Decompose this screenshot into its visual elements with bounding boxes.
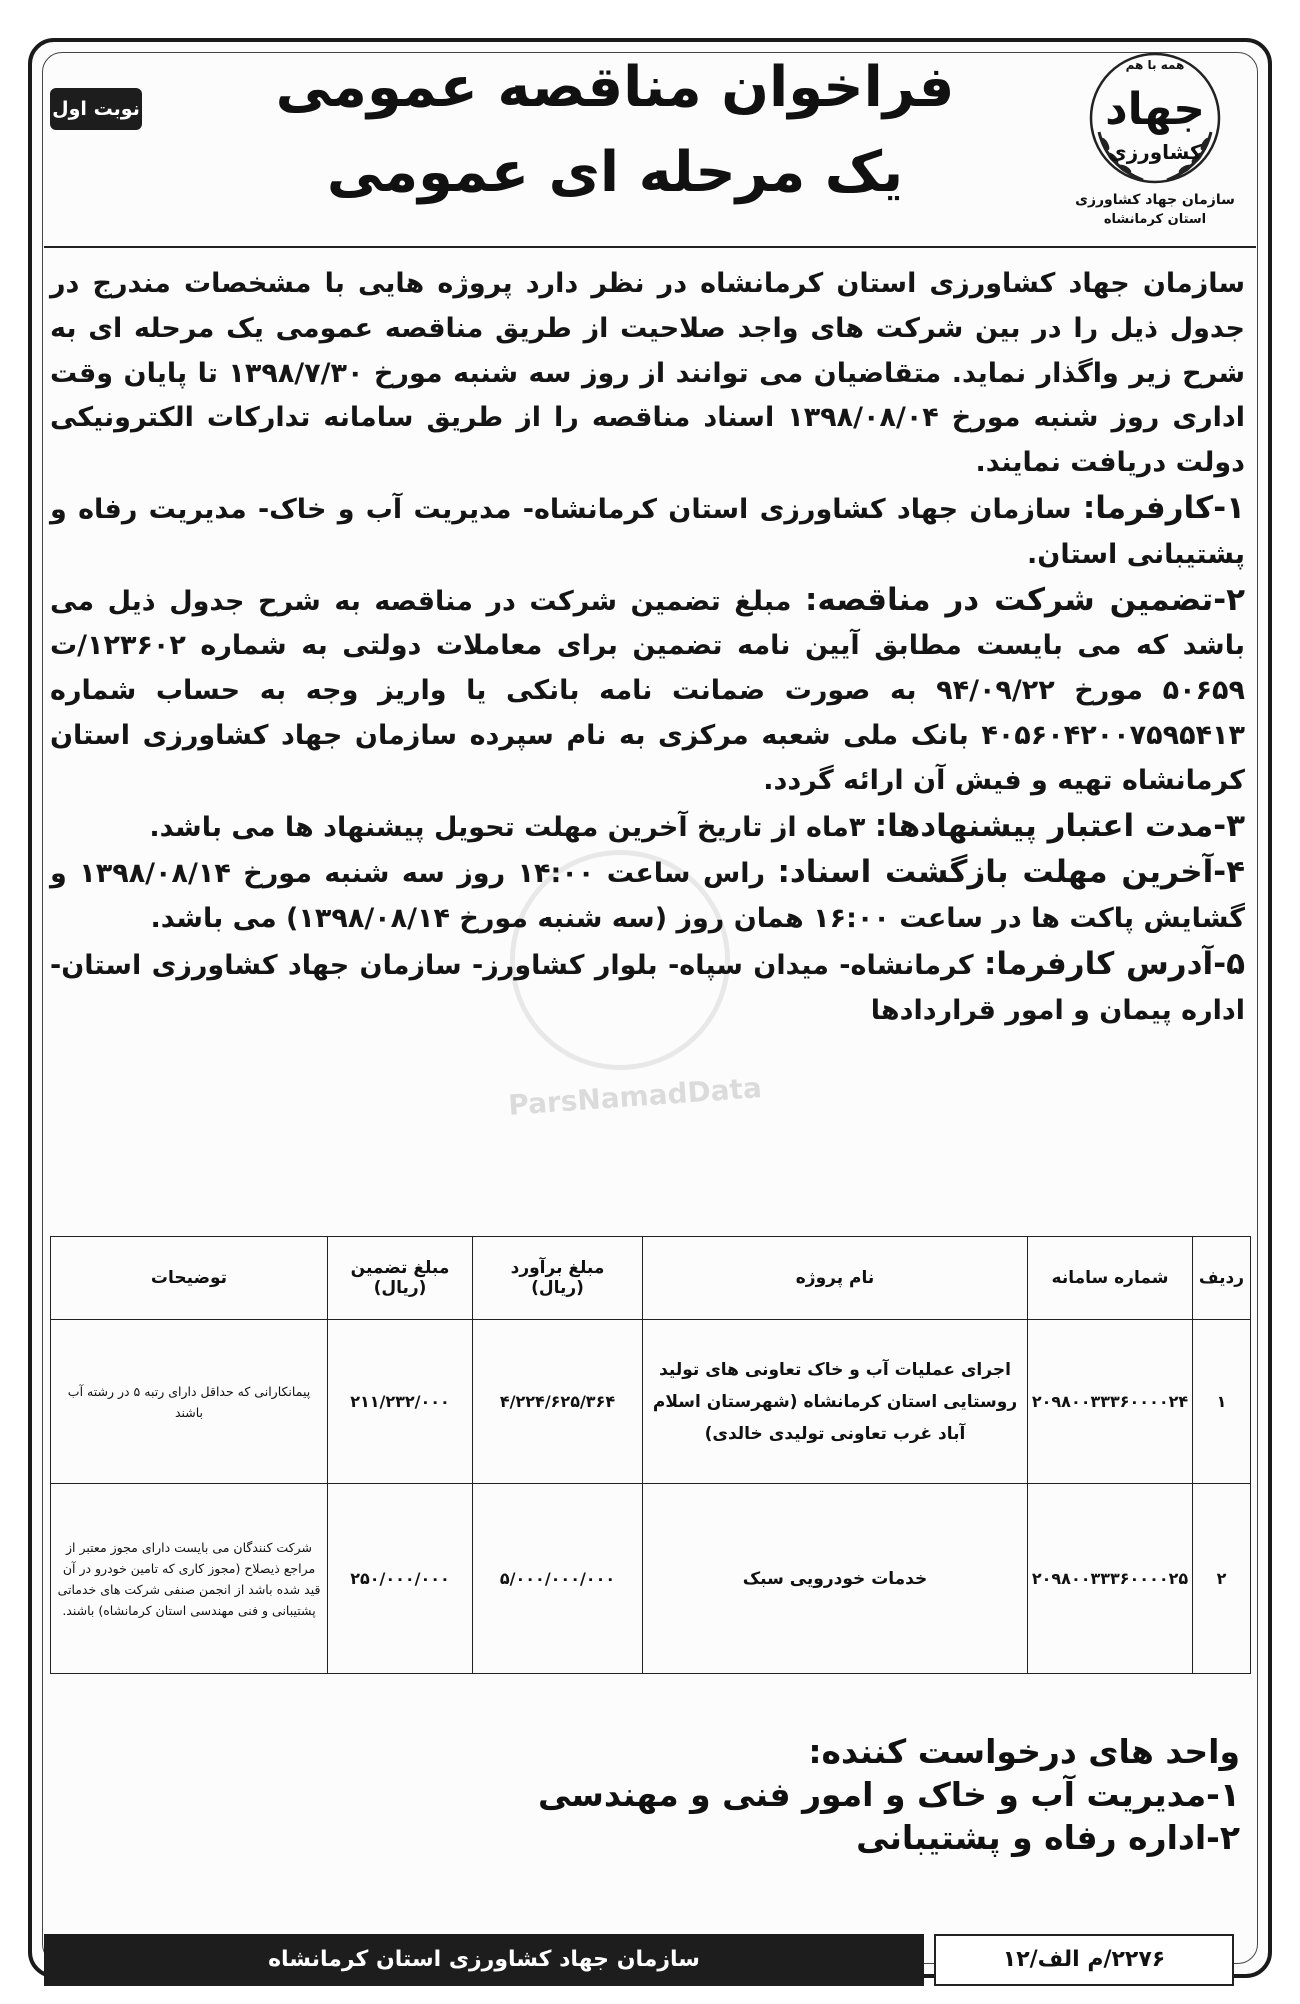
footer-organization: سازمان جهاد کشاورزی استان کرمانشاه [44, 1934, 924, 1986]
cell-system-number: ۲۰۹۸۰۰۳۳۳۶۰۰۰۰۲۵ [1028, 1484, 1193, 1674]
col-guarantee-label: مبلغ تضمین [350, 1258, 450, 1278]
projects-table [50, 1236, 1251, 1674]
section-label: ۴-آخرین مهلت بازگشت اسناد: [777, 854, 1245, 891]
unit-item: ۱-مدیریت آب و خاک و امور فنی و مهندسی [538, 1775, 1240, 1814]
first-round-badge: نوبت اول [50, 88, 142, 130]
section-guarantee [50, 578, 1245, 804]
section-text: سازمان جهاد کشاورزی استان کرمانشاه- مدیریت آب و خاک- مدیریت رفاه و پشتیبانی استان. [50, 493, 1245, 570]
logo-province: استان کرمانشاه [1103, 212, 1207, 227]
cell-project-name: اجرای عملیات آب و خاک تعاونی های تولید روستایی استان کرمانشاه (شهرستان اسلام آباد غرب تعاونی تولیدی خالدی) [643, 1320, 1028, 1484]
col-project-name: نام پروژه [643, 1237, 1028, 1320]
requesting-units [60, 1730, 1240, 1859]
section-deadline [50, 850, 1245, 942]
cell-system-number: ۲۰۹۸۰۰۳۳۳۶۰۰۰۰۲۴ [1028, 1320, 1193, 1484]
cell-row: ۱ [1193, 1320, 1251, 1484]
notice-title: فراخوان مناقصه عمومی [275, 55, 955, 120]
footer-code: ۲۲۷۶/م الف/۱۲ [934, 1934, 1234, 1986]
cell-estimate: ۵/۰۰۰/۰۰۰/۰۰۰ [473, 1484, 643, 1674]
logo-word-jahad: جهاد [1105, 84, 1205, 135]
notice-subtitle: یک مرحله ای عمومی [326, 140, 904, 205]
logo-word-keshavarzi: کشاورزی [1108, 140, 1202, 164]
col-estimate-unit: (ریال) [531, 1278, 584, 1298]
table-header-row [51, 1237, 1251, 1320]
section-validity [50, 804, 1245, 851]
section-address [50, 942, 1245, 1034]
col-estimate-label: مبلغ برآورد [510, 1258, 605, 1278]
table-row [51, 1320, 1251, 1484]
cell-notes: پیمانکارانی که حداقل دارای رتبه ۵ در رشته آب باشند [51, 1320, 328, 1484]
watermark-text: ParsNamadData [507, 1071, 763, 1122]
section-text: مبلغ تضمین شرکت در مناقصه به شرح جدول ذیل می باشد که می بایست مطابق آیین نامه تضمین برای معاملات دولتی به شماره ۱۲۳۶۰۲/ت ۵۰۶۵۹ مورخ ۹۴/۰۹/۲۲ به صورت ضمانت نامه بانکی یا واریز وجه به حساب شماره ۴۰۵۶۰۴۲۰۰۷۵۹۵۴۱۳ بانک ملی شعبه مرکزی به نام سپرده سازمان جهاد کشاورزی استان کرمانشاه تهیه و فیش آن ارائه گردد. [50, 585, 1245, 796]
col-guarantee [328, 1237, 473, 1320]
cell-estimate: ۴/۲۲۴/۶۲۵/۳۶۴ [473, 1320, 643, 1484]
section-label: ۵-آدرس کارفرما: [983, 945, 1245, 982]
cell-project-name: خدمات خودرویی سبک [643, 1484, 1028, 1674]
cell-row: ۲ [1193, 1484, 1251, 1674]
section-text: راس ساعت ۱۴:۰۰ روز سه شنبه مورخ ۱۳۹۸/۰۸/۱۴ و گشایش پاکت ها در ساعت ۱۶:۰۰ همان روز (سه شنبه مورخ ۱۳۹۸/۰۸/۱۴) می باشد. [50, 858, 1245, 935]
cell-notes: شرکت کنندگان می بایست دارای مجوز معتبر از مراجع ذیصلاح (مجوز کاری که تامین خودرو در آن قید شده باشد از انجمن صنفی شرکت های خدماتی پشتیبانی و فنی مهندسی استان کرمانشاه) باشند. [51, 1484, 328, 1674]
section-employer [50, 486, 1245, 578]
section-label: ۳-مدت اعتبار پیشنهادها: [874, 807, 1245, 844]
intro-paragraph: سازمان جهاد کشاورزی استان کرمانشاه در نظر دارد پروژه هایی با مشخصات مندرج در جدول ذیل را در بین شرکت های واجد صلاحیت از طریق مناقصه عمومی یک مرحله ای به شرح زیر واگذار نماید. متقاضیان می توانند از روز سه شنبه مورخ ۱۳۹۸/۷/۳۰ تا پایان وقت اداری روز شنبه مورخ ۱۳۹۸/۰۸/۰۴ اسناد مناقصه را از طریق سامانه تدارکات الکترونیکی دولت دریافت نمایند. [50, 268, 1245, 479]
col-notes: توضیحات [51, 1237, 328, 1320]
notice-body [50, 262, 1245, 1034]
col-estimate [473, 1237, 643, 1320]
jahad-logo [1070, 48, 1240, 228]
units-heading: واحد های درخواست کننده: [808, 1732, 1240, 1771]
logo-organization: سازمان جهاد کشاورزی [1075, 192, 1235, 208]
section-text: کرمانشاه- میدان سپاه- بلوار کشاورز- سازمان جهاد کشاورزی استان- اداره پیمان و امور قراردادها [50, 949, 1245, 1026]
section-text: ۳ماه از تاریخ آخرین مهلت تحویل پیشنهاد ها می باشد. [149, 811, 866, 843]
table-row [51, 1484, 1251, 1674]
cell-guarantee: ۲۱۱/۲۳۲/۰۰۰ [328, 1320, 473, 1484]
section-label: ۲-تضمین شرکت در مناقصه: [805, 581, 1245, 618]
col-guarantee-unit: (ریال) [373, 1278, 427, 1298]
logo-motto: همه با هم [1125, 58, 1185, 72]
cell-guarantee: ۲۵۰/۰۰۰/۰۰۰ [328, 1484, 473, 1674]
col-row: ردیف [1193, 1237, 1251, 1320]
unit-item: ۲-اداره رفاه و پشتیبانی [856, 1818, 1240, 1857]
header-divider [44, 246, 1256, 248]
section-label: ۱-کارفرما: [1082, 489, 1245, 526]
col-system-number: شماره سامانه [1028, 1237, 1193, 1320]
